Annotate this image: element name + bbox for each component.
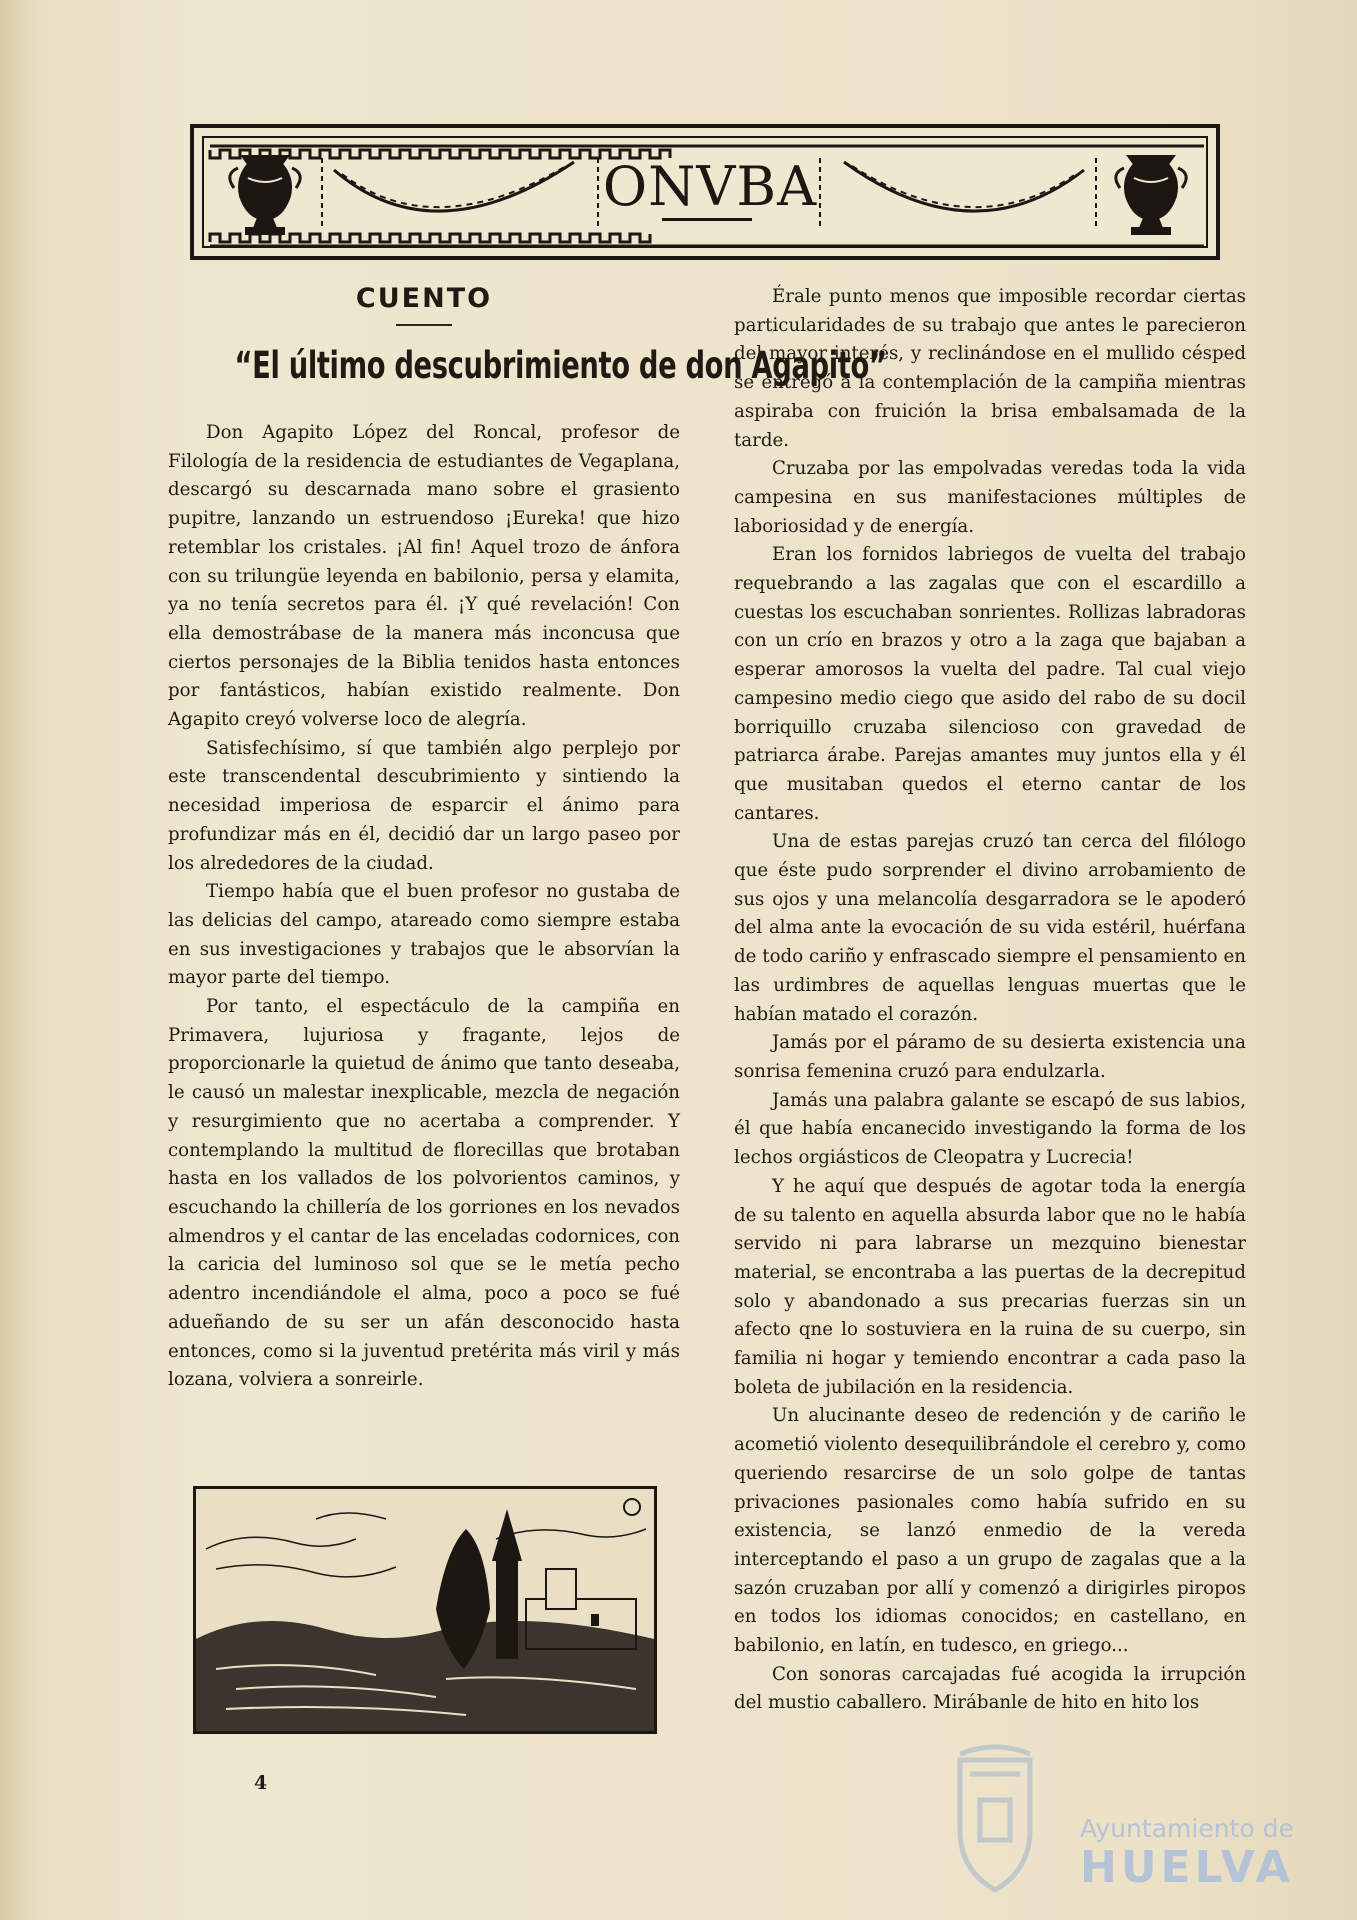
paragraph: Don Agapito López del Roncal, profesor de Filología de la residencia de estudiantes de Vegaplana, descargó su descarnada mano sobre el grasiento pupitre, lanzando un estruendoso ¡Eureka! que hizo retemblar los cristales. ¡Al fin! Aquel trozo de ánfora con su trilungüe leyenda en babilonio, persa y elamita, ya no tenía secretos para él. ¡Y qué revelación! Con ella demostrábase de la manera más inconcusa que ciertos personajes de la Biblia tenidos hasta entonces por fantásticos, habían existido realmente. Don Agapito creyó volverse loco de alegría. <box>168 422 680 731</box>
story-title: “El último descubrimiento de don Agapito” <box>234 344 887 387</box>
paragraph: Tiempo había que el buen profesor no gustaba de las delicias del campo, atareado como siempre estaba en sus investigaciones y trabajos que le absorvían la mayor parte del tiempo. <box>168 881 680 989</box>
masthead-title-underline <box>662 218 752 221</box>
right-urn-icon <box>1116 156 1186 234</box>
page-number: 4 <box>254 1772 268 1794</box>
paragraph: Y he aquí que después de agotar toda la energía de su talento en aquella absurda labor que no le había servido ni para labrarse un mezquino bienestar material, se encontraba a las puertas de la decrepitud solo y abandonado a sus precarias fuerzas sin un afecto qne lo sostuviera en la ruina de su cuerpo, sin familia ni hogar y temiendo encontrar a cada paso la boleta de jubilación en la residencia. <box>734 1175 1246 1398</box>
section-divider <box>396 324 452 326</box>
paragraph: Érale punto menos que imposible recordar ciertas particularidades de su trabajo que antes le parecieron del mayor interés, y reclinándose en el mullido césped se entregó a la contemplación de la campiña mientras aspiraba con fruición la brisa embalsamada de la tarde. <box>734 286 1246 451</box>
right-column <box>734 283 1246 1718</box>
paragraph: Cruzaba por las empolvadas veredas toda la vida campesina en sus manifestaciones múltiples de laboriosidad y de energía. <box>734 458 1246 537</box>
paragraph: Eran los fornidos labriegos de vuelta del trabajo requebrando a las zagalas que con el escardillo a cuestas los escuchaban sonrientes. Rollizas labradoras con un crío en brazos y otro a la zaga que bajaban a esperar amorosos la vuelta del padre. Tal cual viejo campesino medio ciego que asido del rabo de su docil borriquillo cruzaba silencioso con gravedad de patriarca árabe. Parejas amantes muy juntos ella y él que musitaban quedos el eterno cantar de los cantares. <box>734 544 1246 824</box>
watermark-line2: HUELVA <box>1080 1842 1294 1893</box>
masthead-title: ONVBA <box>602 155 818 218</box>
landscape-engraving <box>196 1489 654 1731</box>
paragraph: Por tanto, el espectáculo de la campiña en Primavera, lujuriosa y fragante, lejos de proporcionarle la quietud de ánimo que tanto deseaba, le causó un malestar inexplicable, mezcla de negación y resurgimiento que no acertaba a comprender. Y contemplando la multitud de florecillas que brotaban hasta en los vallados de los polvorientos caminos, y escuchando la chillería de los gorriones en los nevados almendros y el cantar de las enceladas codornices, con la caricia del luminoso sol que se le metía pecho adentro incendiándole el alma, poco a poco se fué adueñando de su ser un afán desconocido hasta entonces, como si la juventud pretérita más viril y más lozana, volviera a sonreirle. <box>168 996 680 1391</box>
paragraph: Un alucinante deseo de redención y de cariño le acometió violento desequilibrándole el cerebro y, como queriendo resarcirse de un solo golpe de tantas privaciones pasionales como había sufrido en su existencia, se lanzó enmedio de la vereda interceptando el paso a un grupo de zagalas que a la sazón cruzaban por allí y comenzó a dirigirles piropos en todos los idiomas conocidos; en castellano, en babilonio, en latín, en tudesco, en griego... <box>734 1405 1246 1657</box>
paragraph: Jamás por el páramo de su desierta existencia una sonrisa femenina cruzó para endulzarla. <box>734 1032 1246 1082</box>
watermark-line1: Ayuntamiento de <box>1080 1814 1294 1843</box>
section-label: CUENTO <box>355 283 493 314</box>
paragraph: Jamás una palabra galante se escapó de sus labios, él que había encanecido investigando la forma de los lechos orgiásticos de Cleopatra y Lucrecia! <box>734 1089 1246 1169</box>
paragraph: Satisfechísimo, sí que también algo perplejo por este transcendental descubrimiento y sintiendo la necesidad imperiosa de esparcir el ánimo para profundizar más en él, decidió dar un largo paseo por los alrededores de la ciudad. <box>168 737 680 874</box>
paragraph: Con sonoras carcajadas fué acogida la irrupción del mustio caballero. Mirábanle de hito en hito los <box>734 1663 1246 1714</box>
left-column <box>168 283 887 1395</box>
paragraph: Una de estas parejas cruzó tan cerca del filólogo que éste pudo sorprender el divino arrobamiento de sus ojos y una melancolía desgarradora se le apoderó del alma ante la evocación de su vida estéril, huérfana de todo cariño y enfrascado siempre el pensamiento en las urdimbres de aquellas lenguas muertas que le habían matado el corazón. <box>734 831 1246 1025</box>
landscape-illustration <box>193 1486 657 1734</box>
left-urn-icon <box>230 156 300 234</box>
